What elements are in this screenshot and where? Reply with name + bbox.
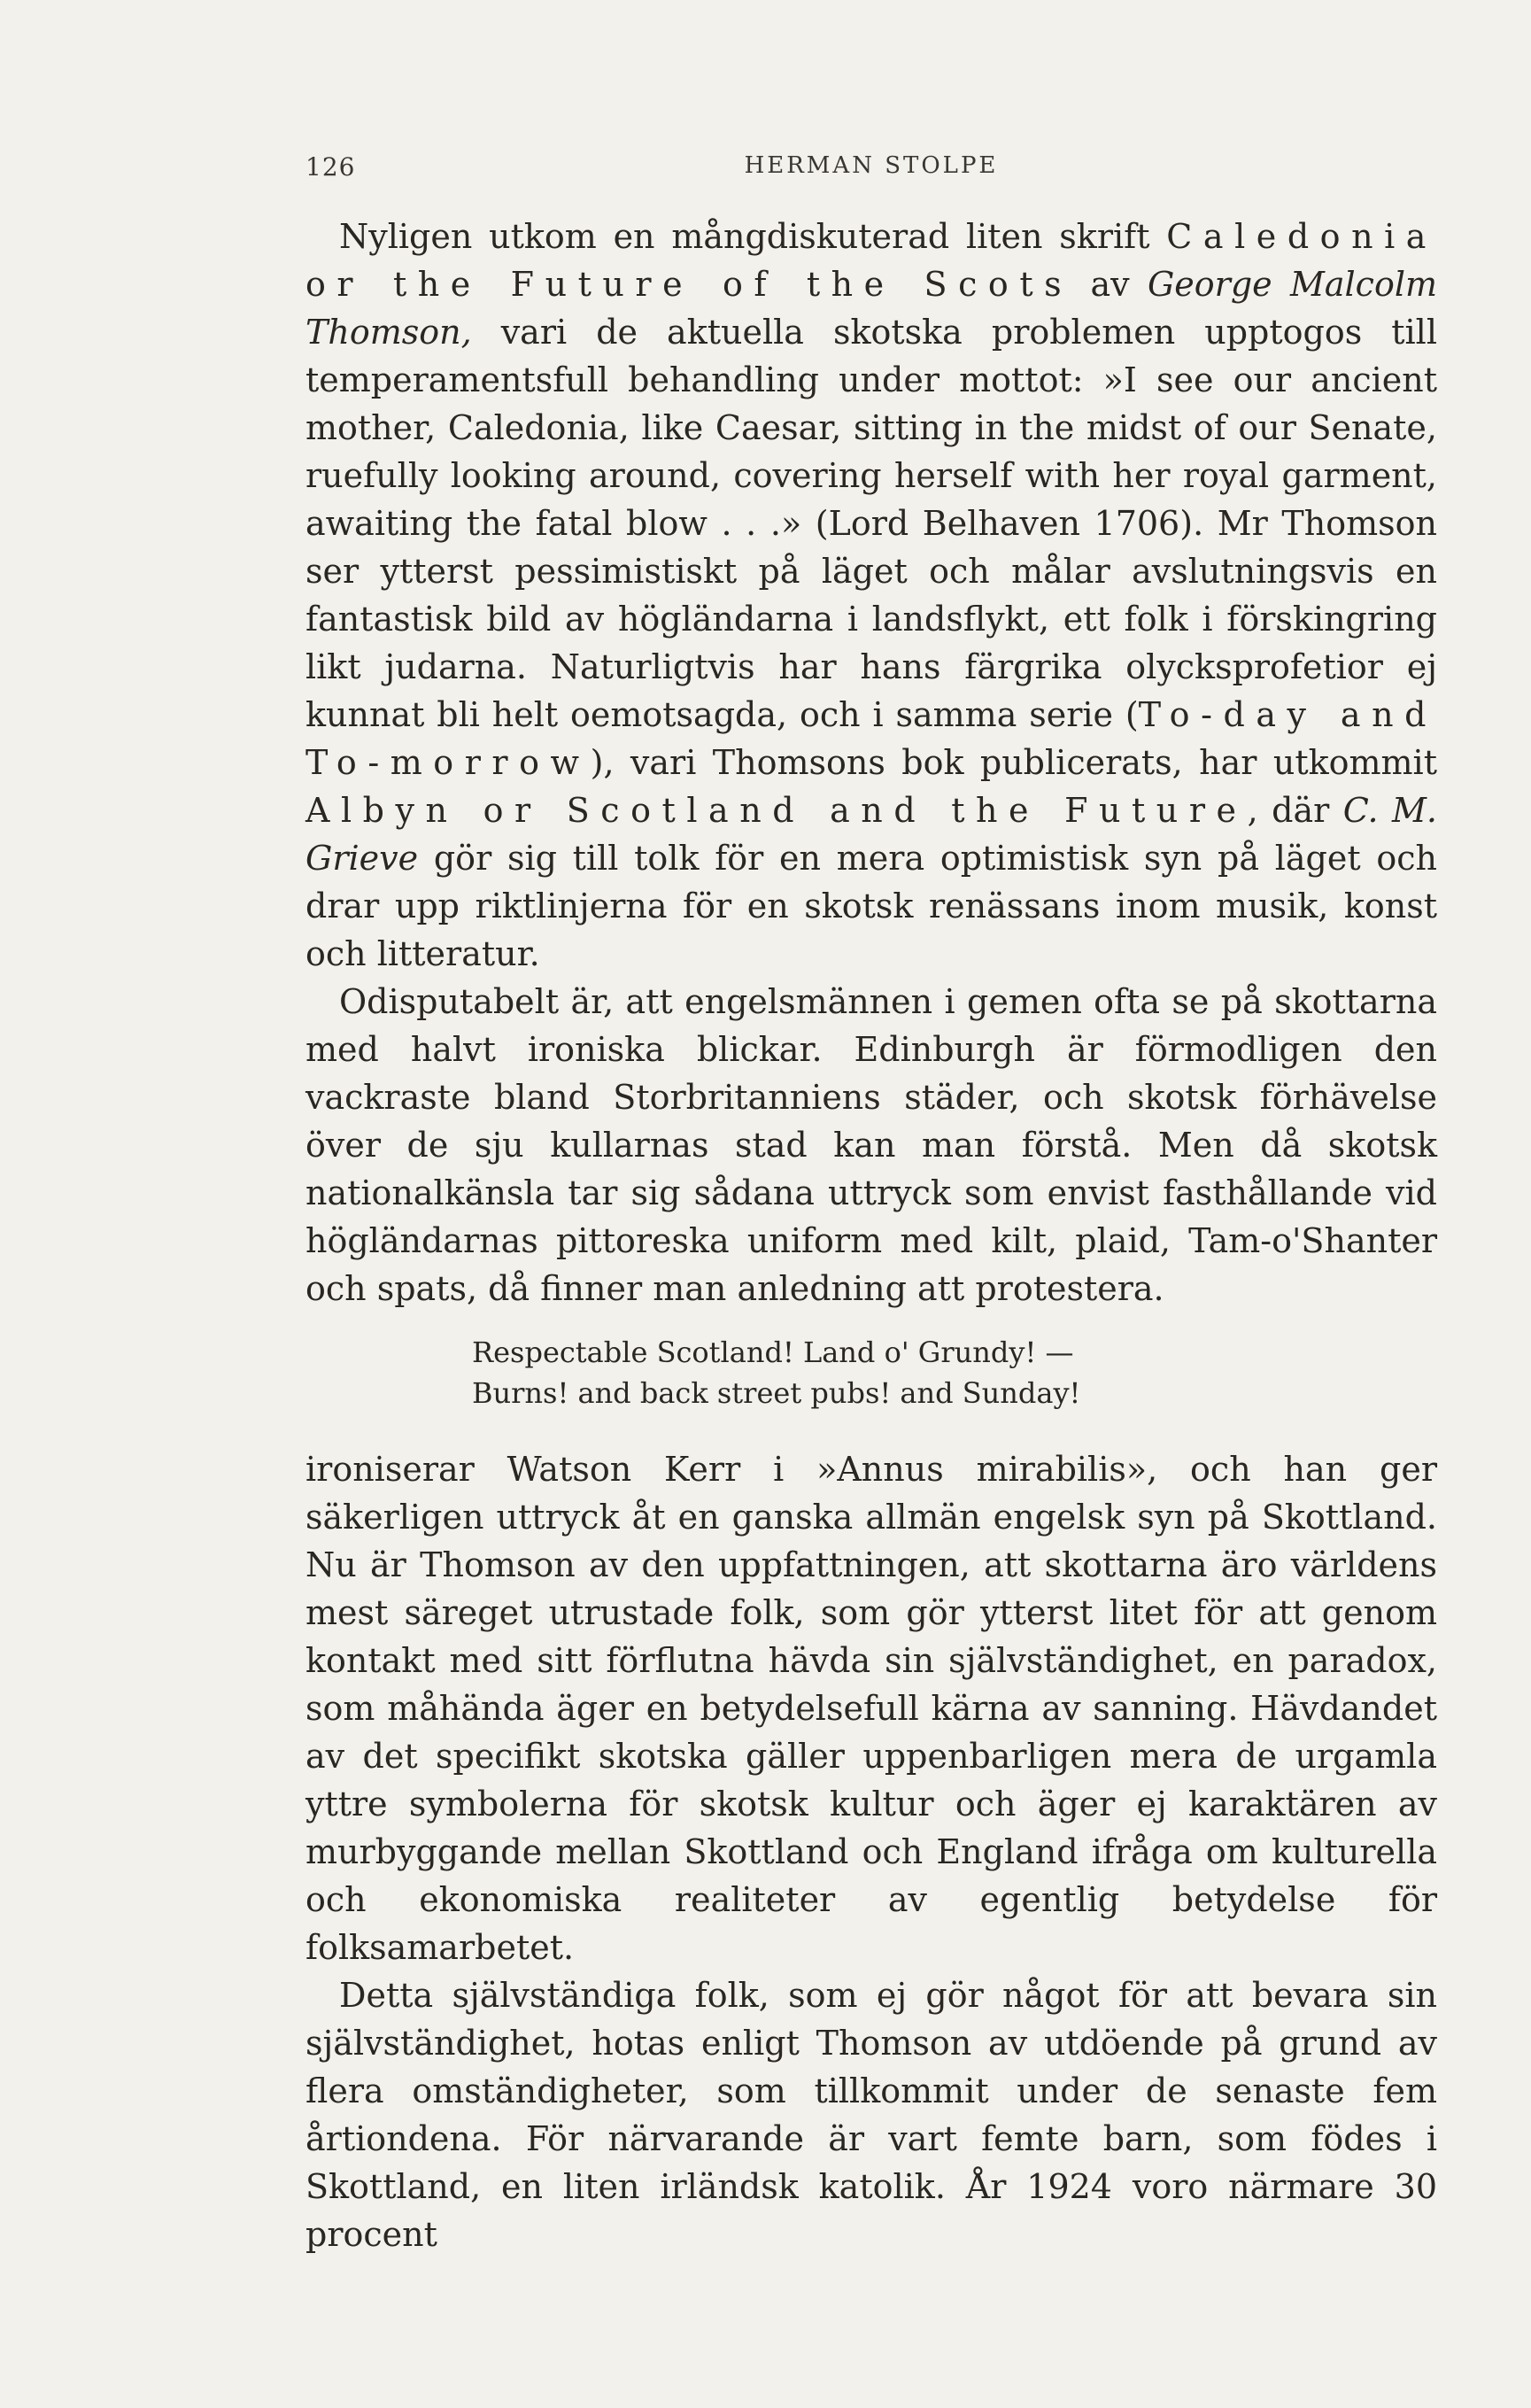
p1-text-2: av — [1072, 265, 1148, 304]
verse-line-1: Respectable Scotland! Land o' Grundy! — — [472, 1336, 1074, 1369]
title-caledonia: Caledonia or the Future of the Scots — [305, 217, 1437, 304]
p1-text-5: , där — [1247, 791, 1343, 830]
p1-text-6: gör sig till tolk för en mera optimistisk syn på läget och drar upp riktlinjerna för en skotsk renässans inom musik, konst och litteratur. — [305, 839, 1437, 973]
series-title: To-day and To-morrow — [305, 695, 1438, 782]
p1-text-4: ), vari Thomsons bok publicerats, har utkommit — [590, 743, 1437, 782]
paragraph-2: Odisputabelt är, att engelsmännen i gemen ofta se på skottarna med halvt ironiska blickar. Edinburgh är förmodligen den vackraste bland Storbritanniens städer, och skotsk förhävelse över de sju kullarnas stad kan man förstå. Men då skotsk nationalkänsla tar sig sådana uttryck som envist fasthållande vid högländarnas pittoreska uniform med kilt, plaid, Tam-o'Shanter och spats, då finner man anledning att protestera. — [305, 982, 1437, 1308]
text-block — [305, 213, 1437, 2258]
author-grieve: C. M. Grieve — [305, 791, 1437, 878]
paragraph-1 — [305, 213, 1437, 978]
verse-quote — [472, 1332, 1437, 1413]
running-title: HERMAN STOLPE — [744, 152, 999, 179]
paragraph-4: Detta självständiga folk, som ej gör något för att bevara sin självständighet, hotas enligt Thomson av utdöende på grund av flera omständigheter, som tillkommit under de senaste fem årtiondena. För närvarande är vart femte barn, som födes i Skottland, en liten irländsk katolik. År 1924 voro närmare 30 procent — [305, 1976, 1437, 2254]
page-number: 126 — [305, 152, 356, 182]
page-header — [305, 152, 1437, 197]
paragraph-3: ironiserar Watson Kerr i »Annus mirabilis», och han ger säkerligen uttryck åt en ganska allmän engelsk syn på Skottland. Nu är Thomson av den uppfattningen, att skottarna äro världens mest säreget utrustade folk, som gör ytterst litet för att genom kontakt med sitt förflutna hävda sin självständighet, en paradox, som måhända äger en betydelsefull kärna av sanning. Hävdandet av det specifikt skotska gäller uppenbarligen mera de urgamla yttre symbolerna för skotsk kultur och äger ej karaktären av murbyggande mellan Skottland och England ifråga om kulturella och ekonomiska realiteter av egentlig betydelse för folksamarbetet. — [305, 1450, 1437, 1967]
author-thomson: George Malcolm Thomson, — [305, 265, 1438, 352]
verse-line-2: Burns! and back street pubs! and Sunday! — [472, 1376, 1081, 1410]
p1-text-3: vari de aktuella skotska problemen upptogos till temperamentsfull behandling under mottot: »I see our ancient mother, Caledonia, like Caesar, sitting in the midst of our Senate, ruefully looking around, covering herself with her royal garment, awaiting the fatal blow . . .» (Lord Belhaven 1706). Mr Thomson ser ytterst pessimistiskt på läget och målar avslutningsvis en fantastisk bild av högländarna i landsflykt, ett folk i förskingring likt judarna. Naturligtvis har hans färgrika olycksprofetior ej kunnat bli helt oemotsagda, och i samma serie ( — [305, 313, 1437, 734]
title-albyn: Albyn or Scotland and the Future — [305, 791, 1248, 830]
p1-text-1: Nyligen utkom en mångdiskuterad liten skrift — [339, 217, 1167, 256]
